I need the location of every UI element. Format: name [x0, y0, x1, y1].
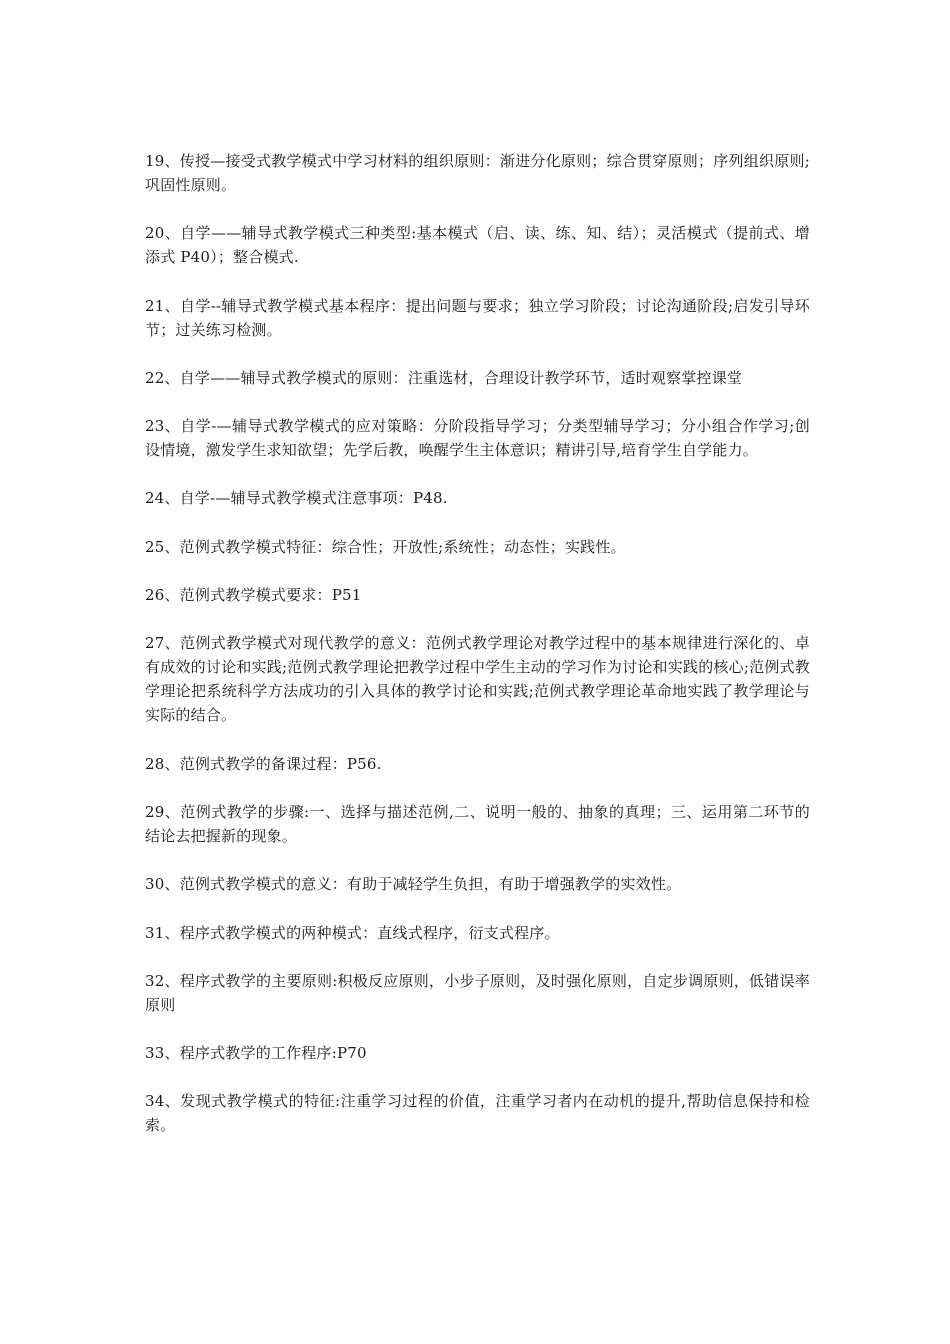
paragraph-24: 24、自学-—辅导式教学模式注意事项：P48.: [145, 489, 448, 508]
paragraph-22: 22、自学——辅导式教学模式的原则：注重选材，合理设计教学环节，适时观察掌控课堂: [145, 368, 743, 387]
paragraph-19: 19、传授—接受式教学模式中学习材料的组织原则：渐进分化原则；综合贯穿原则；序列组织原则;巩固性原则。: [145, 152, 810, 194]
document-body: [145, 149, 810, 1162]
paragraph-28: 28、范例式教学的备课过程：P56.: [145, 754, 382, 773]
paragraph-31: 31、程序式教学模式的两种模式：直线式程序，衍支式程序。: [145, 923, 560, 942]
paragraph-25: 25、范例式教学模式特征：综合性；开放性;系统性；动态性；实践性。: [145, 537, 626, 556]
paragraph-29: 29、范例式教学的步骤:一、选择与描述范例,二、说明一般的、抽象的真理；三、运用第二环节的结论去把握新的现象。: [145, 802, 810, 845]
paragraph-26: 26、范例式教学模式要求：P51: [145, 586, 362, 605]
paragraph-34: 34、发现式教学模式的特征:注重学习过程的价值，注重学习者内在动机的提升,帮助信息保持和检索。: [145, 1092, 810, 1135]
paragraph-32: 32、程序式教学的主要原则:积极反应原则，小步子原则，及时强化原则，自定步调原则，低错误率原则: [145, 971, 810, 1014]
paragraph-33: 33、程序式教学的工作程序:P70: [145, 1044, 367, 1063]
paragraph-23: 23、自学-—辅导式教学模式的应对策略：分阶段指导学习；分类型辅导学习；分小组合作学习;创设情境，激发学生求知欲望；先学后教，唤醒学生主体意识；精讲引导,培育学生自学能力。: [145, 417, 810, 460]
paragraph-30: 30、范例式教学模式的意义：有助于减轻学生负担，有助于增强教学的实效性。: [145, 875, 682, 894]
paragraph-27: 27、范例式教学模式对现代教学的意义：范例式教学理论对教学过程中的基本规律进行深化的、卓有成效的讨论和实践;范例式教学理论把教学过程中学生主动的学习作为讨论和实践的核心;范例式教学理论把系统科学方法成功的引入具体的教学讨论和实践;范例式教学理论革命地实践了教学理论与实际的结合。: [145, 634, 810, 725]
paragraph-20: 20、自学——辅导式教学模式三种类型:基本模式（启、读、练、知、结）；灵活模式（提前式、增添式 P40）；整合模式.: [145, 224, 810, 267]
paragraph-21: 21、自学--辅导式教学模式基本程序：提出问题与要求；独立学习阶段；讨论沟通阶段;启发引导环节；过关练习检测。: [145, 296, 810, 339]
